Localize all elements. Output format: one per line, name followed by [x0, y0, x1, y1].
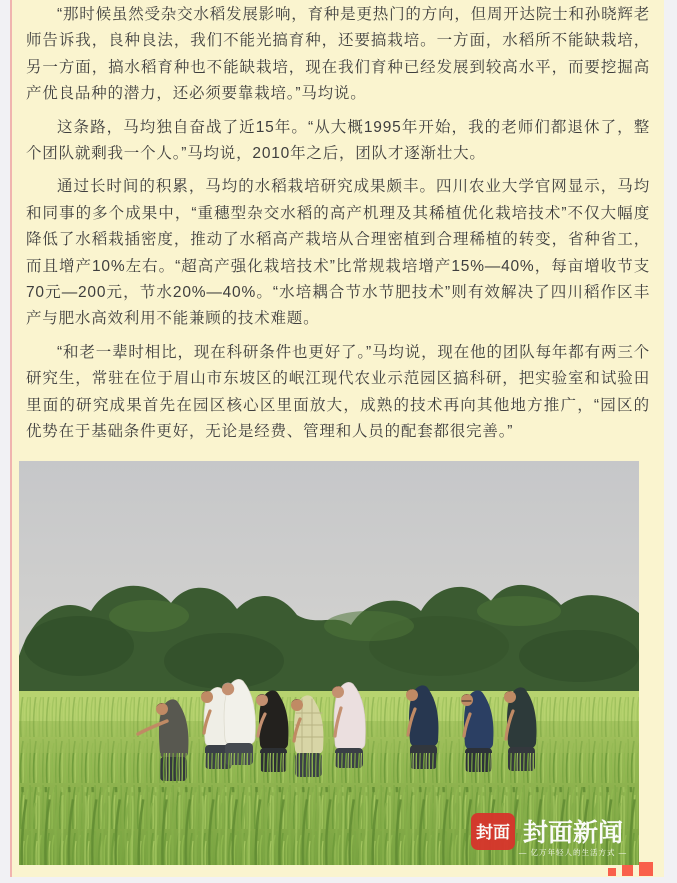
- paragraph-15-years: 这条路，马均独自奋战了近15年。“从大概1995年开始，我的老师们都退休了，整个团队就剩我一个人。”马均说，2010年之后，团队才逐渐壮大。: [26, 118, 650, 163]
- article-card: [12, 0, 664, 877]
- accent-squares: [608, 862, 653, 876]
- watermark-badge-text: 封面: [476, 822, 510, 842]
- accent-square-medium: [622, 865, 633, 876]
- accent-square-large: [639, 862, 653, 876]
- paragraph-research-results: 通过长时间的积累，马均的水稻栽培研究成果颇丰。四川农业大学官网显示，马均和同事的多个成果中，“重穗型杂交水稻的高产机理及其稀植优化栽培技术”不仅大幅度降低了水稻栽插密度，推动了水稻高产栽培从合理密植到合理稀植的转变，省种省工，而且增产10%左右。“超高产强化栽培技术”比常规栽培增产15%—40%，每亩增收节支70元—200元，节水20%—40%。“水培耦合节水节肥技术”则有效解决了四川稻作区丰产与肥水高效利用不能兼顾的技术难题。: [26, 178, 650, 328]
- article-body: [12, 0, 664, 446]
- rice-field-photo-graphic: [19, 461, 639, 865]
- accent-square-small: [608, 868, 616, 876]
- watermark-brand-text: 封面新闻: [523, 818, 624, 847]
- watermark-tagline: — 亿万年轻人的生活方式 —: [518, 847, 628, 857]
- paragraph-park-conditions: “和老一辈时相比，现在科研条件也更好了。”马均说，现在他的团队每年都有两三个研究生，常驻在位于眉山市东坡区的岷江现代农业示范园区搞科研，把实验室和试验田里面的研究成果首先在园区核心区里面放大，成熟的技术再向其他地方推广，“园区的优势在于基础条件更好，无论是经费、管理和人员的配套都很完善。”: [26, 343, 650, 441]
- paragraph-quote-breeding: “那时候虽然受杂交水稻发展影响，育种是更热门的方向，但周开达院士和孙晓辉老师告诉我，良种良法，我们不能光搞育种，还要搞栽培。一方面，水稻所不能缺栽培，另一方面，搞水稻育种也不能缺栽培，现在我们育种已经发展到较高水平，而要挖掘高产优良品种的潜力，还必须要靠栽培。”马均说。: [26, 6, 650, 103]
- rice-field-photo: [19, 461, 639, 865]
